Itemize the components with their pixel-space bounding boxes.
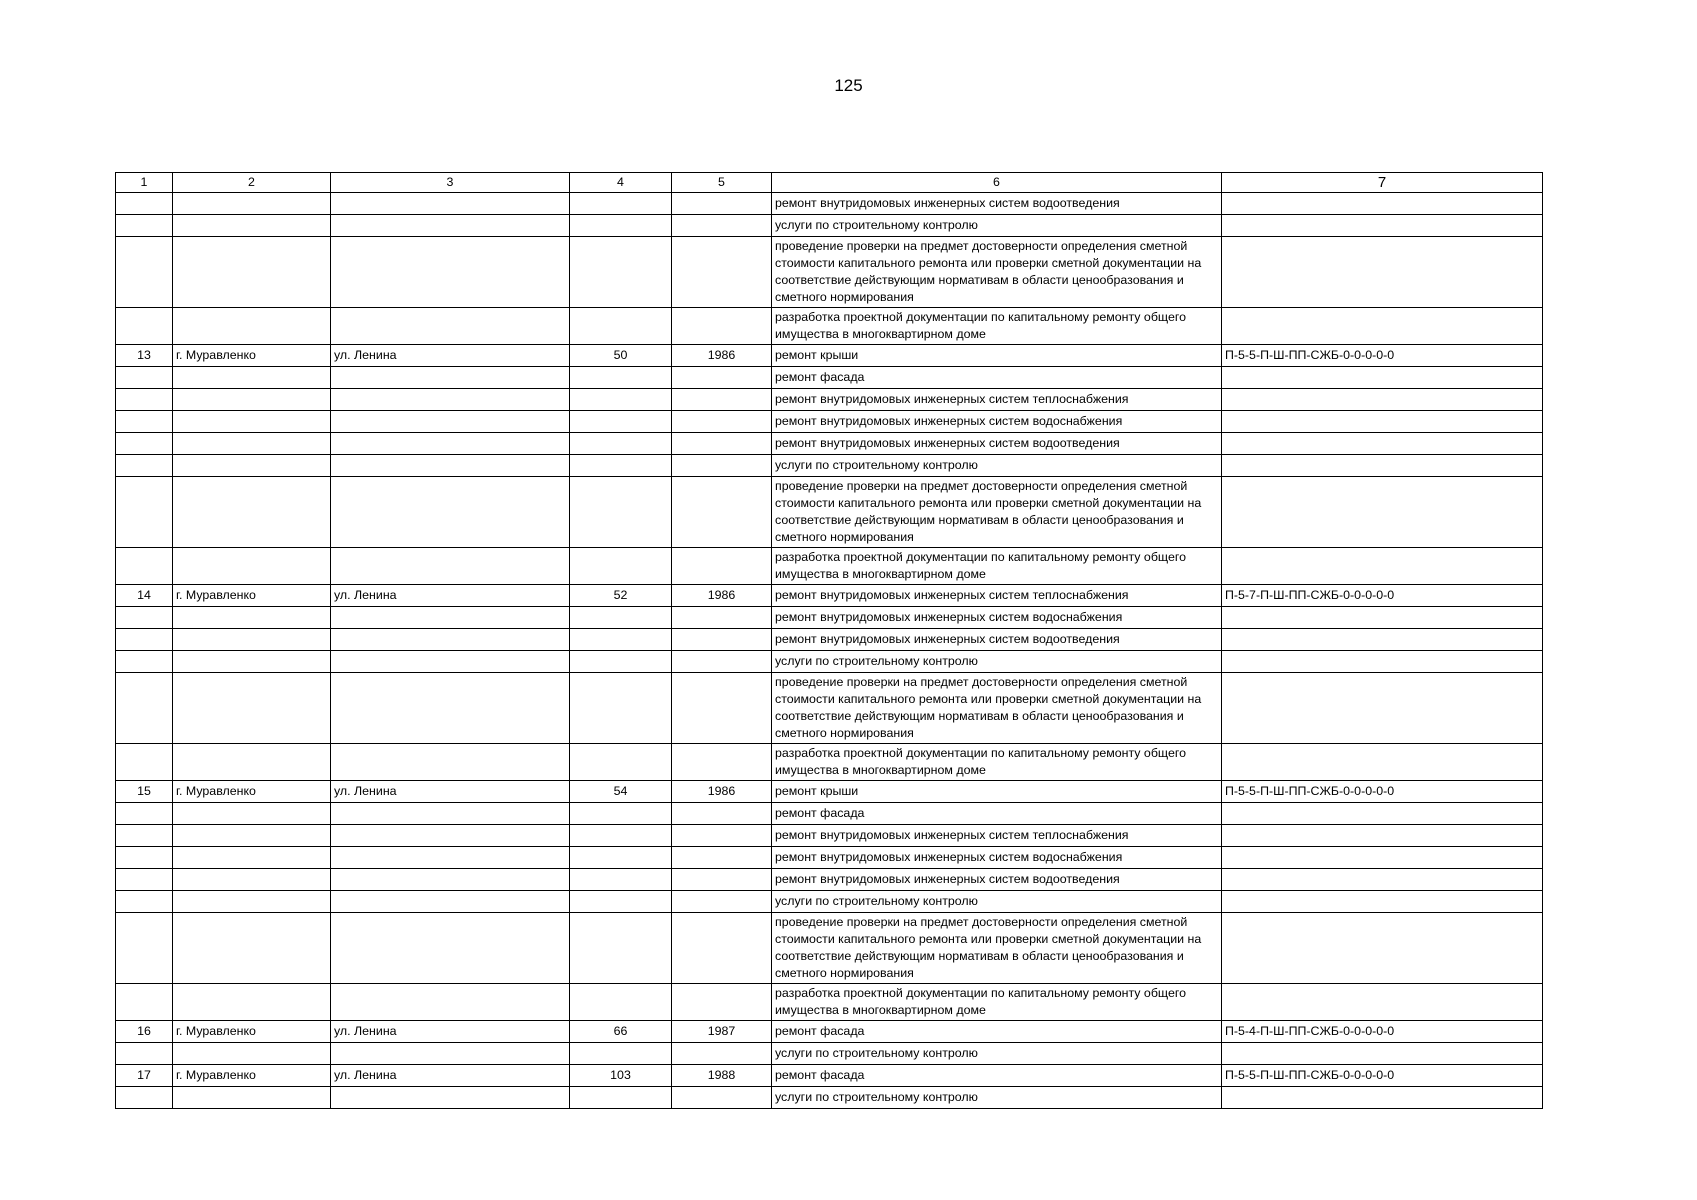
cell-city <box>173 455 331 477</box>
cell-series <box>1222 1043 1543 1065</box>
cell-city <box>173 433 331 455</box>
cell-house: 54 <box>570 781 672 803</box>
cell-city <box>173 237 331 308</box>
cell-house: 66 <box>570 1021 672 1043</box>
cell-num <box>116 433 173 455</box>
cell-year <box>672 825 772 847</box>
cell-series <box>1222 673 1543 744</box>
cell-num <box>116 308 173 345</box>
cell-house <box>570 433 672 455</box>
cell-work-type: проведение проверки на предмет достоверности определения сметной стоимости капитального ремонта или проверки сметной документации на соответствие действующим нормативам в области ценообразования и сметного нормирования <box>772 913 1222 984</box>
cell-house <box>570 411 672 433</box>
cell-house <box>570 607 672 629</box>
cell-house: 103 <box>570 1065 672 1087</box>
table-row <box>116 433 1543 455</box>
header-cell: 1 <box>116 173 173 193</box>
table-row <box>116 585 1543 607</box>
cell-house <box>570 367 672 389</box>
cell-series <box>1222 847 1543 869</box>
cell-city <box>173 651 331 673</box>
cell-num <box>116 825 173 847</box>
cell-city <box>173 891 331 913</box>
table-row <box>116 651 1543 673</box>
cell-street <box>331 215 570 237</box>
cell-street <box>331 477 570 548</box>
table-row <box>116 629 1543 651</box>
cell-num <box>116 548 173 585</box>
cell-year <box>672 803 772 825</box>
table-row <box>116 744 1543 781</box>
cell-street <box>331 847 570 869</box>
header-cell: 4 <box>570 173 672 193</box>
table-row <box>116 193 1543 215</box>
cell-city <box>173 193 331 215</box>
cell-city <box>173 411 331 433</box>
cell-year: 1988 <box>672 1065 772 1087</box>
cell-work-type: ремонт внутридомовых инженерных систем теплоснабжения <box>772 389 1222 411</box>
cell-street <box>331 193 570 215</box>
cell-house: 50 <box>570 345 672 367</box>
cell-num <box>116 215 173 237</box>
cell-street <box>331 433 570 455</box>
table-row <box>116 389 1543 411</box>
cell-work-type: разработка проектной документации по капитальному ремонту общего имущества в многоквартирном доме <box>772 984 1222 1021</box>
cell-year <box>672 367 772 389</box>
cell-city: г. Муравленко <box>173 585 331 607</box>
cell-work-type: услуги по строительному контролю <box>772 215 1222 237</box>
cell-num: 17 <box>116 1065 173 1087</box>
cell-street <box>331 389 570 411</box>
cell-series <box>1222 607 1543 629</box>
repair-table <box>115 172 1543 1109</box>
cell-city <box>173 869 331 891</box>
cell-street <box>331 984 570 1021</box>
cell-series <box>1222 1087 1543 1109</box>
cell-house <box>570 651 672 673</box>
cell-series <box>1222 477 1543 548</box>
cell-work-type: ремонт внутридомовых инженерных систем водоотведения <box>772 433 1222 455</box>
table-row <box>116 607 1543 629</box>
cell-series <box>1222 411 1543 433</box>
cell-num <box>116 411 173 433</box>
cell-city <box>173 308 331 345</box>
header-cell: 7 <box>1222 173 1543 193</box>
cell-house <box>570 477 672 548</box>
cell-work-type: проведение проверки на предмет достоверности определения сметной стоимости капитального ремонта или проверки сметной документации на соответствие действующим нормативам в области ценообразования и сметного нормирования <box>772 477 1222 548</box>
cell-num: 13 <box>116 345 173 367</box>
cell-street <box>331 411 570 433</box>
cell-street <box>331 308 570 345</box>
cell-year <box>672 389 772 411</box>
cell-num <box>116 673 173 744</box>
cell-house <box>570 869 672 891</box>
cell-street <box>331 869 570 891</box>
cell-street <box>331 891 570 913</box>
table-row <box>116 891 1543 913</box>
cell-series: П-5-5-П-Ш-ПП-СЖБ-0-0-0-0-0 <box>1222 781 1543 803</box>
cell-work-type: разработка проектной документации по капитальному ремонту общего имущества в многоквартирном доме <box>772 308 1222 345</box>
cell-street: ул. Ленина <box>331 781 570 803</box>
cell-year <box>672 1043 772 1065</box>
cell-series <box>1222 629 1543 651</box>
cell-work-type: услуги по строительному контролю <box>772 891 1222 913</box>
table-row <box>116 1065 1543 1087</box>
cell-street <box>331 237 570 308</box>
cell-num <box>116 891 173 913</box>
cell-city <box>173 367 331 389</box>
cell-series: П-5-7-П-Ш-ПП-СЖБ-0-0-0-0-0 <box>1222 585 1543 607</box>
cell-city <box>173 913 331 984</box>
cell-work-type: ремонт внутридомовых инженерных систем водоснабжения <box>772 607 1222 629</box>
table-row <box>116 1087 1543 1109</box>
cell-work-type: ремонт внутридомовых инженерных систем теплоснабжения <box>772 585 1222 607</box>
cell-year <box>672 237 772 308</box>
cell-street <box>331 803 570 825</box>
table-row <box>116 308 1543 345</box>
cell-city <box>173 673 331 744</box>
cell-house <box>570 629 672 651</box>
table-row <box>116 781 1543 803</box>
cell-year: 1986 <box>672 345 772 367</box>
cell-num <box>116 237 173 308</box>
cell-work-type: ремонт фасада <box>772 1021 1222 1043</box>
cell-house <box>570 237 672 308</box>
cell-work-type: проведение проверки на предмет достоверности определения сметной стоимости капитального ремонта или проверки сметной документации на соответствие действующим нормативам в области ценообразования и сметного нормирования <box>772 237 1222 308</box>
cell-year <box>672 215 772 237</box>
cell-city <box>173 389 331 411</box>
cell-series <box>1222 308 1543 345</box>
cell-num: 16 <box>116 1021 173 1043</box>
cell-city <box>173 477 331 548</box>
cell-city <box>173 825 331 847</box>
table-row <box>116 367 1543 389</box>
cell-house <box>570 744 672 781</box>
cell-street <box>331 913 570 984</box>
cell-year <box>672 548 772 585</box>
cell-series <box>1222 433 1543 455</box>
cell-series <box>1222 803 1543 825</box>
cell-series: П-5-5-П-Ш-ПП-СЖБ-0-0-0-0-0 <box>1222 1065 1543 1087</box>
cell-num <box>116 651 173 673</box>
cell-city <box>173 629 331 651</box>
cell-series <box>1222 984 1543 1021</box>
cell-num <box>116 607 173 629</box>
table-row <box>116 455 1543 477</box>
cell-city <box>173 215 331 237</box>
cell-street: ул. Ленина <box>331 1065 570 1087</box>
page-number: 125 <box>834 76 863 95</box>
cell-street: ул. Ленина <box>331 345 570 367</box>
cell-num <box>116 913 173 984</box>
table-row <box>116 825 1543 847</box>
cell-street <box>331 367 570 389</box>
cell-house <box>570 389 672 411</box>
cell-city: г. Муравленко <box>173 781 331 803</box>
cell-year <box>672 607 772 629</box>
cell-num <box>116 1087 173 1109</box>
cell-work-type: услуги по строительному контролю <box>772 1043 1222 1065</box>
cell-city <box>173 1043 331 1065</box>
cell-year <box>672 193 772 215</box>
cell-city <box>173 1087 331 1109</box>
cell-house <box>570 984 672 1021</box>
cell-city: г. Муравленко <box>173 1065 331 1087</box>
cell-street <box>331 455 570 477</box>
cell-street <box>331 825 570 847</box>
cell-num <box>116 629 173 651</box>
cell-city <box>173 548 331 585</box>
header-cell: 6 <box>772 173 1222 193</box>
table-row <box>116 673 1543 744</box>
cell-street <box>331 548 570 585</box>
cell-year: 1986 <box>672 781 772 803</box>
table-row <box>116 345 1543 367</box>
cell-series <box>1222 744 1543 781</box>
cell-street <box>331 673 570 744</box>
cell-year <box>672 673 772 744</box>
cell-work-type: услуги по строительному контролю <box>772 651 1222 673</box>
cell-house <box>570 673 672 744</box>
cell-year <box>672 411 772 433</box>
cell-house <box>570 1043 672 1065</box>
cell-house <box>570 455 672 477</box>
cell-year <box>672 433 772 455</box>
cell-num <box>116 803 173 825</box>
cell-series <box>1222 389 1543 411</box>
cell-house <box>570 891 672 913</box>
cell-year <box>672 477 772 548</box>
cell-num: 15 <box>116 781 173 803</box>
cell-year <box>672 629 772 651</box>
cell-year <box>672 913 772 984</box>
cell-num <box>116 1043 173 1065</box>
table-row <box>116 1021 1543 1043</box>
cell-series <box>1222 548 1543 585</box>
cell-house <box>570 1087 672 1109</box>
cell-num <box>116 847 173 869</box>
cell-work-type: ремонт крыши <box>772 781 1222 803</box>
cell-num <box>116 869 173 891</box>
header-cell: 2 <box>173 173 331 193</box>
cell-series <box>1222 237 1543 308</box>
cell-year <box>672 455 772 477</box>
cell-work-type: ремонт фасада <box>772 803 1222 825</box>
cell-num <box>116 455 173 477</box>
cell-work-type: ремонт внутридомовых инженерных систем водоснабжения <box>772 847 1222 869</box>
cell-house <box>570 193 672 215</box>
cell-year: 1986 <box>672 585 772 607</box>
cell-series: П-5-5-П-Ш-ПП-СЖБ-0-0-0-0-0 <box>1222 345 1543 367</box>
table-row <box>116 984 1543 1021</box>
header-cell: 3 <box>331 173 570 193</box>
cell-house <box>570 215 672 237</box>
cell-house <box>570 803 672 825</box>
table-row <box>116 237 1543 308</box>
cell-year <box>672 308 772 345</box>
header-row <box>116 173 1543 193</box>
cell-city <box>173 744 331 781</box>
cell-work-type: услуги по строительному контролю <box>772 455 1222 477</box>
table-row <box>116 548 1543 585</box>
cell-work-type: ремонт внутридомовых инженерных систем теплоснабжения <box>772 825 1222 847</box>
cell-street: ул. Ленина <box>331 1021 570 1043</box>
cell-house <box>570 548 672 585</box>
cell-city <box>173 847 331 869</box>
cell-work-type: ремонт внутридомовых инженерных систем водоотведения <box>772 869 1222 891</box>
table-row <box>116 913 1543 984</box>
cell-num: 14 <box>116 585 173 607</box>
cell-num <box>116 477 173 548</box>
cell-work-type: проведение проверки на предмет достоверности определения сметной стоимости капитального ремонта или проверки сметной документации на соответствие действующим нормативам в области ценообразования и сметного нормирования <box>772 673 1222 744</box>
cell-year <box>672 984 772 1021</box>
cell-year <box>672 1087 772 1109</box>
cell-series <box>1222 651 1543 673</box>
cell-num <box>116 193 173 215</box>
cell-year <box>672 891 772 913</box>
cell-series <box>1222 891 1543 913</box>
cell-street <box>331 1043 570 1065</box>
cell-house <box>570 913 672 984</box>
cell-series <box>1222 869 1543 891</box>
table-row <box>116 869 1543 891</box>
cell-city: г. Муравленко <box>173 345 331 367</box>
table-row <box>116 411 1543 433</box>
cell-work-type: ремонт крыши <box>772 345 1222 367</box>
cell-house <box>570 825 672 847</box>
cell-house <box>570 847 672 869</box>
cell-city: г. Муравленко <box>173 1021 331 1043</box>
cell-num <box>116 367 173 389</box>
cell-series <box>1222 913 1543 984</box>
cell-series <box>1222 193 1543 215</box>
cell-year <box>672 651 772 673</box>
cell-city <box>173 984 331 1021</box>
cell-street <box>331 629 570 651</box>
cell-num <box>116 744 173 781</box>
table-row <box>116 847 1543 869</box>
cell-num <box>116 984 173 1021</box>
cell-year <box>672 869 772 891</box>
cell-work-type: ремонт внутридомовых инженерных систем водоотведения <box>772 193 1222 215</box>
cell-series <box>1222 825 1543 847</box>
cell-street <box>331 1087 570 1109</box>
cell-street <box>331 607 570 629</box>
cell-year: 1987 <box>672 1021 772 1043</box>
cell-num <box>116 389 173 411</box>
table-row <box>116 477 1543 548</box>
cell-work-type: разработка проектной документации по капитальному ремонту общего имущества в многоквартирном доме <box>772 744 1222 781</box>
cell-work-type: ремонт фасада <box>772 1065 1222 1087</box>
cell-work-type: ремонт внутридомовых инженерных систем водоснабжения <box>772 411 1222 433</box>
cell-year <box>672 847 772 869</box>
cell-work-type: услуги по строительному контролю <box>772 1087 1222 1109</box>
cell-house: 52 <box>570 585 672 607</box>
cell-series <box>1222 367 1543 389</box>
cell-series: П-5-4-П-Ш-ПП-СЖБ-0-0-0-0-0 <box>1222 1021 1543 1043</box>
header-cell: 5 <box>672 173 772 193</box>
cell-city <box>173 803 331 825</box>
table-row <box>116 803 1543 825</box>
cell-work-type: ремонт внутридомовых инженерных систем водоотведения <box>772 629 1222 651</box>
cell-work-type: ремонт фасада <box>772 367 1222 389</box>
cell-series <box>1222 455 1543 477</box>
cell-city <box>173 607 331 629</box>
cell-street: ул. Ленина <box>331 585 570 607</box>
table-body <box>116 193 1543 1109</box>
cell-house <box>570 308 672 345</box>
table-row <box>116 215 1543 237</box>
cell-work-type: разработка проектной документации по капитальному ремонту общего имущества в многоквартирном доме <box>772 548 1222 585</box>
cell-street <box>331 744 570 781</box>
cell-street <box>331 651 570 673</box>
cell-year <box>672 744 772 781</box>
cell-series <box>1222 215 1543 237</box>
table-row <box>116 1043 1543 1065</box>
